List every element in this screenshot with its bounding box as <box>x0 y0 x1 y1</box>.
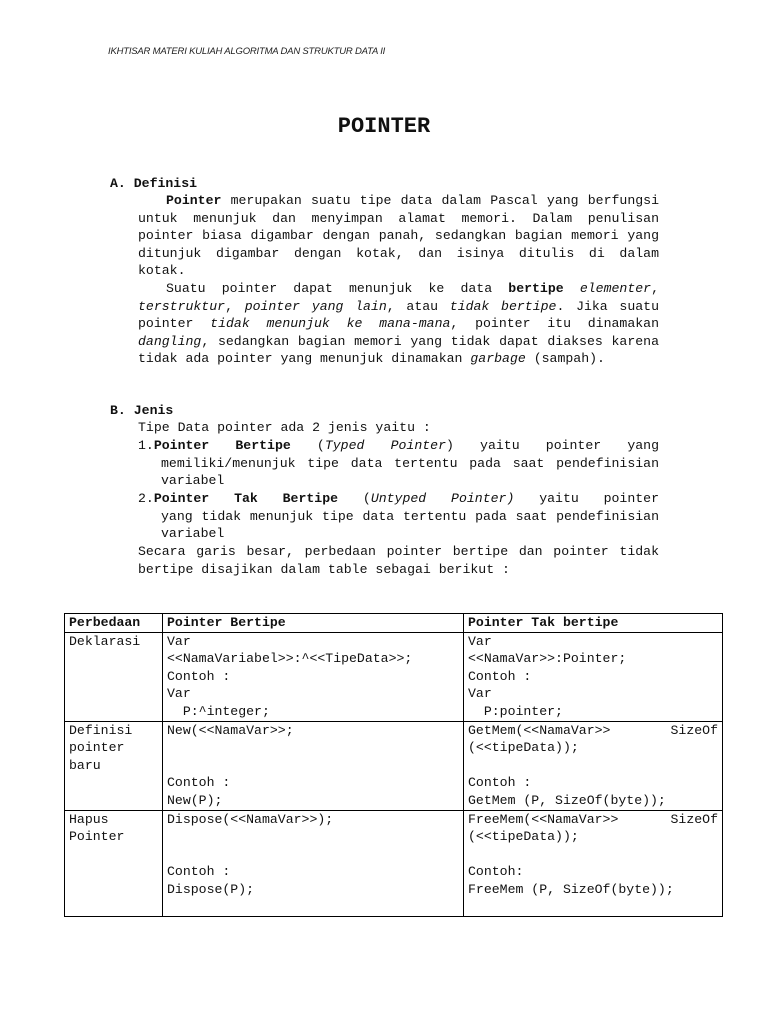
list-item-first-line <box>138 437 659 455</box>
text-span: , <box>225 298 245 314</box>
code-fragment: SizeOf <box>670 811 718 827</box>
blank-line <box>468 846 718 864</box>
italic-term: Typed Pointer <box>324 438 446 453</box>
code-line: P:^integer; <box>167 703 270 719</box>
italic-term: garbage <box>470 351 526 367</box>
cell-text: Hapus <box>69 811 109 827</box>
untyped-cell <box>464 632 723 721</box>
italic-term: elementer <box>579 281 652 296</box>
code-line: Dispose(<<NamaVar>>); <box>167 811 334 827</box>
table-intro: Secara garis besar, perbedaan pointer bertipe dan pointer tidak bertipe disajikan dalam table sebagai berikut : <box>138 544 659 577</box>
blank-line <box>167 757 459 775</box>
table-row <box>65 810 723 916</box>
table-row <box>65 721 723 810</box>
italic-term: pointer yang lain <box>244 298 387 314</box>
list-item-continuation: memiliki/menunjuk tipe data tertentu pada saat pendefinisian variabel <box>161 455 659 489</box>
cell-text: pointer <box>69 740 125 756</box>
blank-line <box>468 757 718 775</box>
code-line <box>468 722 718 740</box>
bold-term: Pointer Bertipe <box>153 438 291 453</box>
text-span: ) yaitu pointer yang <box>445 438 659 453</box>
code-line: Var <box>468 686 492 702</box>
typed-cell <box>163 721 464 810</box>
section-a-heading: A. Definisi <box>110 176 198 191</box>
running-header: IKHTISAR MATERI KULIAH ALGORITMA DAN STRUKTUR DATA II <box>108 46 386 57</box>
page-title: POINTER <box>337 114 431 139</box>
code-line: <<NamaVar>>:Pointer; <box>468 651 627 667</box>
text-span: ( <box>290 438 325 453</box>
italic-term: tidak bertipe <box>449 298 557 314</box>
list-number: 1. <box>138 438 154 453</box>
text-span <box>564 281 580 296</box>
code-line: Contoh : <box>167 775 231 791</box>
comparison-table <box>64 613 723 917</box>
italic-term: terstruktur <box>138 298 226 314</box>
cell-text: Deklarasi <box>69 633 141 649</box>
row-label-cell <box>65 810 163 916</box>
code-line: Dispose(P); <box>167 881 255 897</box>
text-span: yaitu pointer <box>514 491 660 506</box>
text-span: (sampah). <box>525 351 605 367</box>
code-line: Var <box>468 633 492 649</box>
untyped-cell <box>464 810 723 916</box>
typed-cell <box>163 632 464 721</box>
types-intro: Tipe Data pointer ada 2 jenis yaitu : <box>138 420 431 435</box>
code-line: Contoh : <box>468 775 532 791</box>
column-header: Pointer Tak bertipe <box>464 614 723 633</box>
blank-line <box>167 828 459 846</box>
code-line: Contoh : <box>468 668 532 684</box>
text-span: , atau <box>386 298 450 314</box>
code-fragment: SizeOf <box>670 722 718 738</box>
cell-text: Definisi <box>69 722 133 738</box>
definition-paragraph-2 <box>138 280 659 368</box>
definition-paragraph-1 <box>138 192 659 280</box>
italic-term: tidak menunjuk ke mana-mana <box>210 316 451 332</box>
italic-term: Untyped Pointer) <box>370 491 515 506</box>
list-item-typed-pointer <box>138 437 659 490</box>
column-header: Perbedaan <box>65 614 163 633</box>
definition-text: merupakan suatu tipe data dalam Pascal yang berfungsi untuk menunjuk dan menyimpan alamat memori. Dalam penulisan pointer biasa digambar dengan panah, sedangkan bagian memori yang ditunjuk digambar dengan kotak, dan isinya ditulis di dalam kotak. <box>138 193 659 279</box>
code-line: <<NamaVariabel>>:^<<TipeData>>; <box>167 651 413 667</box>
code-line: GetMem (P, SizeOf(byte)); <box>468 792 666 808</box>
pointer-term: Pointer <box>166 193 222 208</box>
row-label-cell <box>65 721 163 810</box>
code-line: New(P); <box>167 792 223 808</box>
text-span: , pointer itu dinamakan <box>450 316 659 332</box>
code-line: Contoh : <box>167 668 231 684</box>
list-item-continuation: yang tidak menunjuk tipe data tertentu pada saat pendefinisian variabel <box>161 508 659 542</box>
bold-term: Pointer Tak Bertipe <box>153 491 339 506</box>
section-b-heading: B. Jenis <box>110 403 174 418</box>
code-line: New(<<NamaVar>>; <box>167 722 294 738</box>
code-line: Var <box>167 633 191 649</box>
table-row <box>65 632 723 721</box>
cell-text: baru <box>69 757 101 773</box>
untyped-cell <box>464 721 723 810</box>
code-line: Var <box>167 686 191 702</box>
blank-line <box>167 739 459 757</box>
text-span: Suatu pointer dapat menunjuk ke data <box>166 281 509 296</box>
text-span: . Jika suatu pointer <box>138 298 659 332</box>
text-span: , sedangkan bagian memori yang tidak dapat diakses karena tidak ada pointer yang menunjuk dinamakan <box>138 333 659 367</box>
code-line: P:pointer; <box>468 703 563 719</box>
code-line: (<<tipeData)); <box>468 740 579 756</box>
code-line: Contoh: <box>468 864 524 880</box>
list-number: 2. <box>138 491 154 506</box>
list-item-untyped-pointer <box>138 490 659 543</box>
text-span: ( <box>338 491 371 506</box>
bold-term: bertipe <box>508 281 564 296</box>
text-span: , <box>651 281 660 296</box>
blank-line <box>167 846 459 864</box>
cell-text: Pointer <box>69 829 125 845</box>
code-line <box>468 811 718 829</box>
row-label-cell <box>65 632 163 721</box>
code-line: (<<tipeData)); <box>468 829 579 845</box>
table-header-row <box>65 614 723 633</box>
code-line: FreeMem (P, SizeOf(byte)); <box>468 881 674 897</box>
code-fragment: FreeMem(<<NamaVar>> <box>468 811 619 827</box>
code-fragment: GetMem(<<NamaVar>> <box>468 722 611 738</box>
italic-term: dangling <box>138 333 202 349</box>
list-item-first-line <box>138 490 659 508</box>
code-line: Contoh : <box>167 864 231 880</box>
typed-cell <box>163 810 464 916</box>
column-header: Pointer Bertipe <box>163 614 464 633</box>
